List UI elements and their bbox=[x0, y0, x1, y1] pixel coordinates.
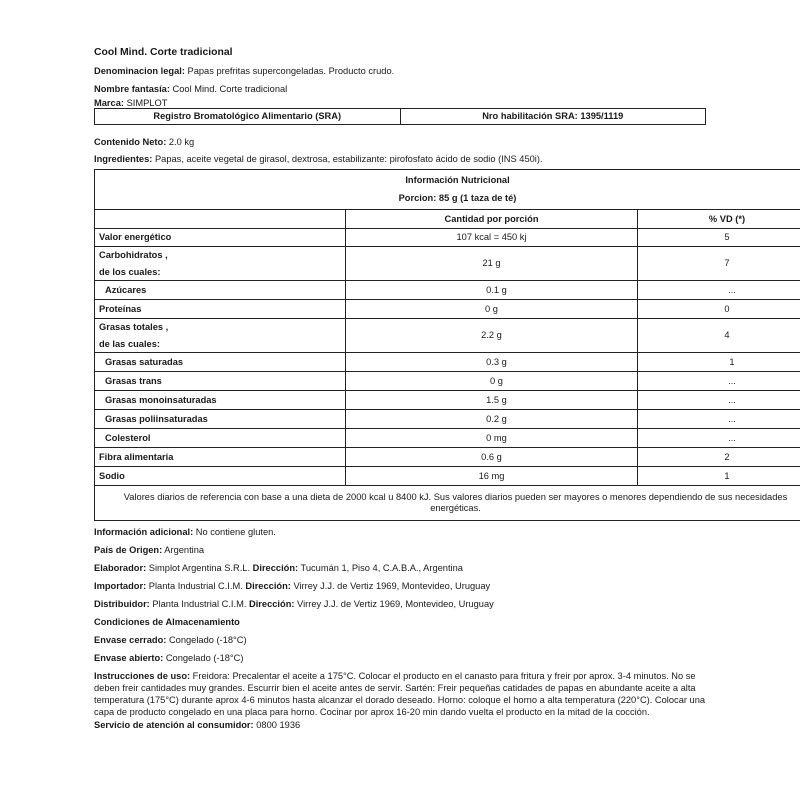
nutrient-amount: 107 kcal = 450 kj bbox=[346, 229, 638, 247]
sra-habilitacion: Nro habilitación SRA: 1395/1119 bbox=[482, 111, 624, 121]
nutrition-footnote-row bbox=[95, 486, 800, 521]
nutrition-portion: Porcion: 85 g (1 taza de té) bbox=[398, 193, 517, 203]
nutrition-row bbox=[95, 410, 800, 429]
nutrient-vd: 4 bbox=[638, 319, 800, 353]
nutrient-amount: 2.2 g bbox=[346, 319, 638, 353]
nutrient-vd: ... bbox=[638, 429, 800, 448]
additional-info bbox=[94, 526, 714, 737]
nutrient-name: Grasas totales , de las cuales: bbox=[95, 319, 346, 353]
importador: Importador: Planta Industrial C.I.M. Dirección: Virrey J.J. de Vertiz 1969, Montevideo, Uruguay bbox=[94, 581, 491, 591]
nutrient-vd: 5 bbox=[638, 229, 800, 247]
nutrient-amount: 0.1 g bbox=[346, 281, 638, 300]
nutrition-row bbox=[95, 353, 800, 372]
nutrition-row bbox=[95, 372, 800, 391]
nutrient-name: Sodio bbox=[95, 467, 346, 486]
nutrition-title: Información Nutricional bbox=[405, 175, 510, 185]
instrucciones-uso: Instrucciones de uso: Freidora: Precalentar el aceite a 175°C. Colocar el producto en el canasto para fritura y freir por aprox. 3-4 minutos. No se deben freir cantidades muy grandes. Escurrir bien el aceite antes de servir. Sartén: Freir pequeñas catidades de papas en abundante aceite a alta temperatura (175°C) durante aprox 4-6 minutos hasta alcanzar el dorado deseado. Horno: coloque el horno a alta temperatura (220°C). Colocar una capa de producto congelado en una placa para horno. Cocinar por aprox 16-20 min dando vuelta el producto en la mitad de la cocción. bbox=[94, 671, 706, 717]
nutrient-name: Carbohidratos , de los cuales: bbox=[95, 247, 346, 281]
nutrition-row bbox=[95, 448, 800, 467]
nutrition-row bbox=[95, 467, 800, 486]
col-amount-header: Cantidad por porción bbox=[346, 210, 638, 229]
denominacion-legal: Denominacion legal: Papas prefritas supercongeladas. Producto crudo. bbox=[94, 66, 395, 76]
nutrient-name: Proteínas bbox=[95, 300, 346, 319]
contenido-neto: Contenido Neto: 2.0 kg bbox=[94, 137, 195, 147]
nutrient-vd: ... bbox=[638, 391, 800, 410]
nutrition-row bbox=[95, 281, 800, 300]
nutrient-vd: 1 bbox=[638, 353, 800, 372]
nutrition-row bbox=[95, 429, 800, 448]
nutrition-table bbox=[94, 169, 800, 521]
nutrient-amount: 0 mg bbox=[346, 429, 638, 448]
nutrient-amount: 1.5 g bbox=[346, 391, 638, 410]
col-vd-header: % VD (*) bbox=[638, 210, 800, 229]
envase-abierto: Envase abierto: Congelado (-18°C) bbox=[94, 653, 244, 663]
nutrient-amount: 21 g bbox=[346, 247, 638, 281]
envase-cerrado: Envase cerrado: Congelado (-18°C) bbox=[94, 635, 247, 645]
nutrition-row bbox=[95, 229, 800, 247]
nutrient-amount: 0 g bbox=[346, 300, 638, 319]
nutrient-vd: 0 bbox=[638, 300, 800, 319]
product-title: Cool Mind. Corte tradicional bbox=[94, 47, 233, 58]
elaborador: Elaborador: Simplot Argentina S.R.L. Dirección: Tucumán 1, Piso 4, C.A.B.A., Argentina bbox=[94, 563, 463, 573]
nutrient-name: Grasas poliinsaturadas bbox=[95, 410, 346, 429]
nutrition-row bbox=[95, 247, 800, 281]
condiciones-almacenamiento: Condiciones de Almacenamiento bbox=[94, 617, 240, 627]
nutrient-vd: ... bbox=[638, 281, 800, 300]
nutrient-amount: 0.6 g bbox=[346, 448, 638, 467]
nutrition-footnote: Valores diarios de referencia con base a una dieta de 2000 kcal u 8400 kJ. Sus valores diarios pueden ser mayores o menores dependiendo de sus necesidades energéticas. bbox=[95, 486, 800, 521]
marca: Marca: SIMPLOT bbox=[94, 98, 168, 108]
nutrition-row bbox=[95, 391, 800, 410]
nutrient-name: Grasas monoinsaturadas bbox=[95, 391, 346, 410]
nutrient-name: Colesterol bbox=[95, 429, 346, 448]
nutrient-vd: ... bbox=[638, 410, 800, 429]
info-adicional: Información adicional: No contiene gluten. bbox=[94, 527, 276, 537]
servicio-consumidor: Servicio de atención al consumidor: 0800 1936 bbox=[94, 720, 301, 730]
sra-box bbox=[94, 108, 706, 125]
nutrient-vd: 2 bbox=[638, 448, 800, 467]
nutrient-name: Fibra alimentaria bbox=[95, 448, 346, 467]
nutrient-name: Grasas trans bbox=[95, 372, 346, 391]
nutrient-vd: 7 bbox=[638, 247, 800, 281]
nombre-fantasia: Nombre fantasía: Cool Mind. Corte tradicional bbox=[94, 84, 288, 94]
nutrient-amount: 0.2 g bbox=[346, 410, 638, 429]
ingredientes: Ingredientes: Papas, aceite vegetal de girasol, dextrosa, estabilizante: pirofosfato ácido de sodio (INS 450i). bbox=[94, 154, 543, 164]
nutrient-vd: 1 bbox=[638, 467, 800, 486]
nutrition-row bbox=[95, 300, 800, 319]
nutrient-vd: ... bbox=[638, 372, 800, 391]
nutrient-name: Grasas saturadas bbox=[95, 353, 346, 372]
nutrient-name: Valor energético bbox=[95, 229, 346, 247]
sra-registro: Registro Bromatológico Alimentario (SRA) bbox=[95, 109, 401, 124]
nutrition-header bbox=[95, 170, 800, 210]
nutrient-amount: 0 g bbox=[346, 372, 638, 391]
nutrition-columns bbox=[95, 210, 800, 229]
nutrient-amount: 16 mg bbox=[346, 467, 638, 486]
nutrient-name: Azúcares bbox=[95, 281, 346, 300]
pais-origen: País de Origen: Argentina bbox=[94, 545, 205, 555]
nutrition-row bbox=[95, 319, 800, 353]
nutrient-amount: 0.3 g bbox=[346, 353, 638, 372]
distribuidor: Distribuidor: Planta Industrial C.I.M. Dirección: Virrey J.J. de Vertiz 1969, Montevideo, Uruguay bbox=[94, 599, 494, 609]
